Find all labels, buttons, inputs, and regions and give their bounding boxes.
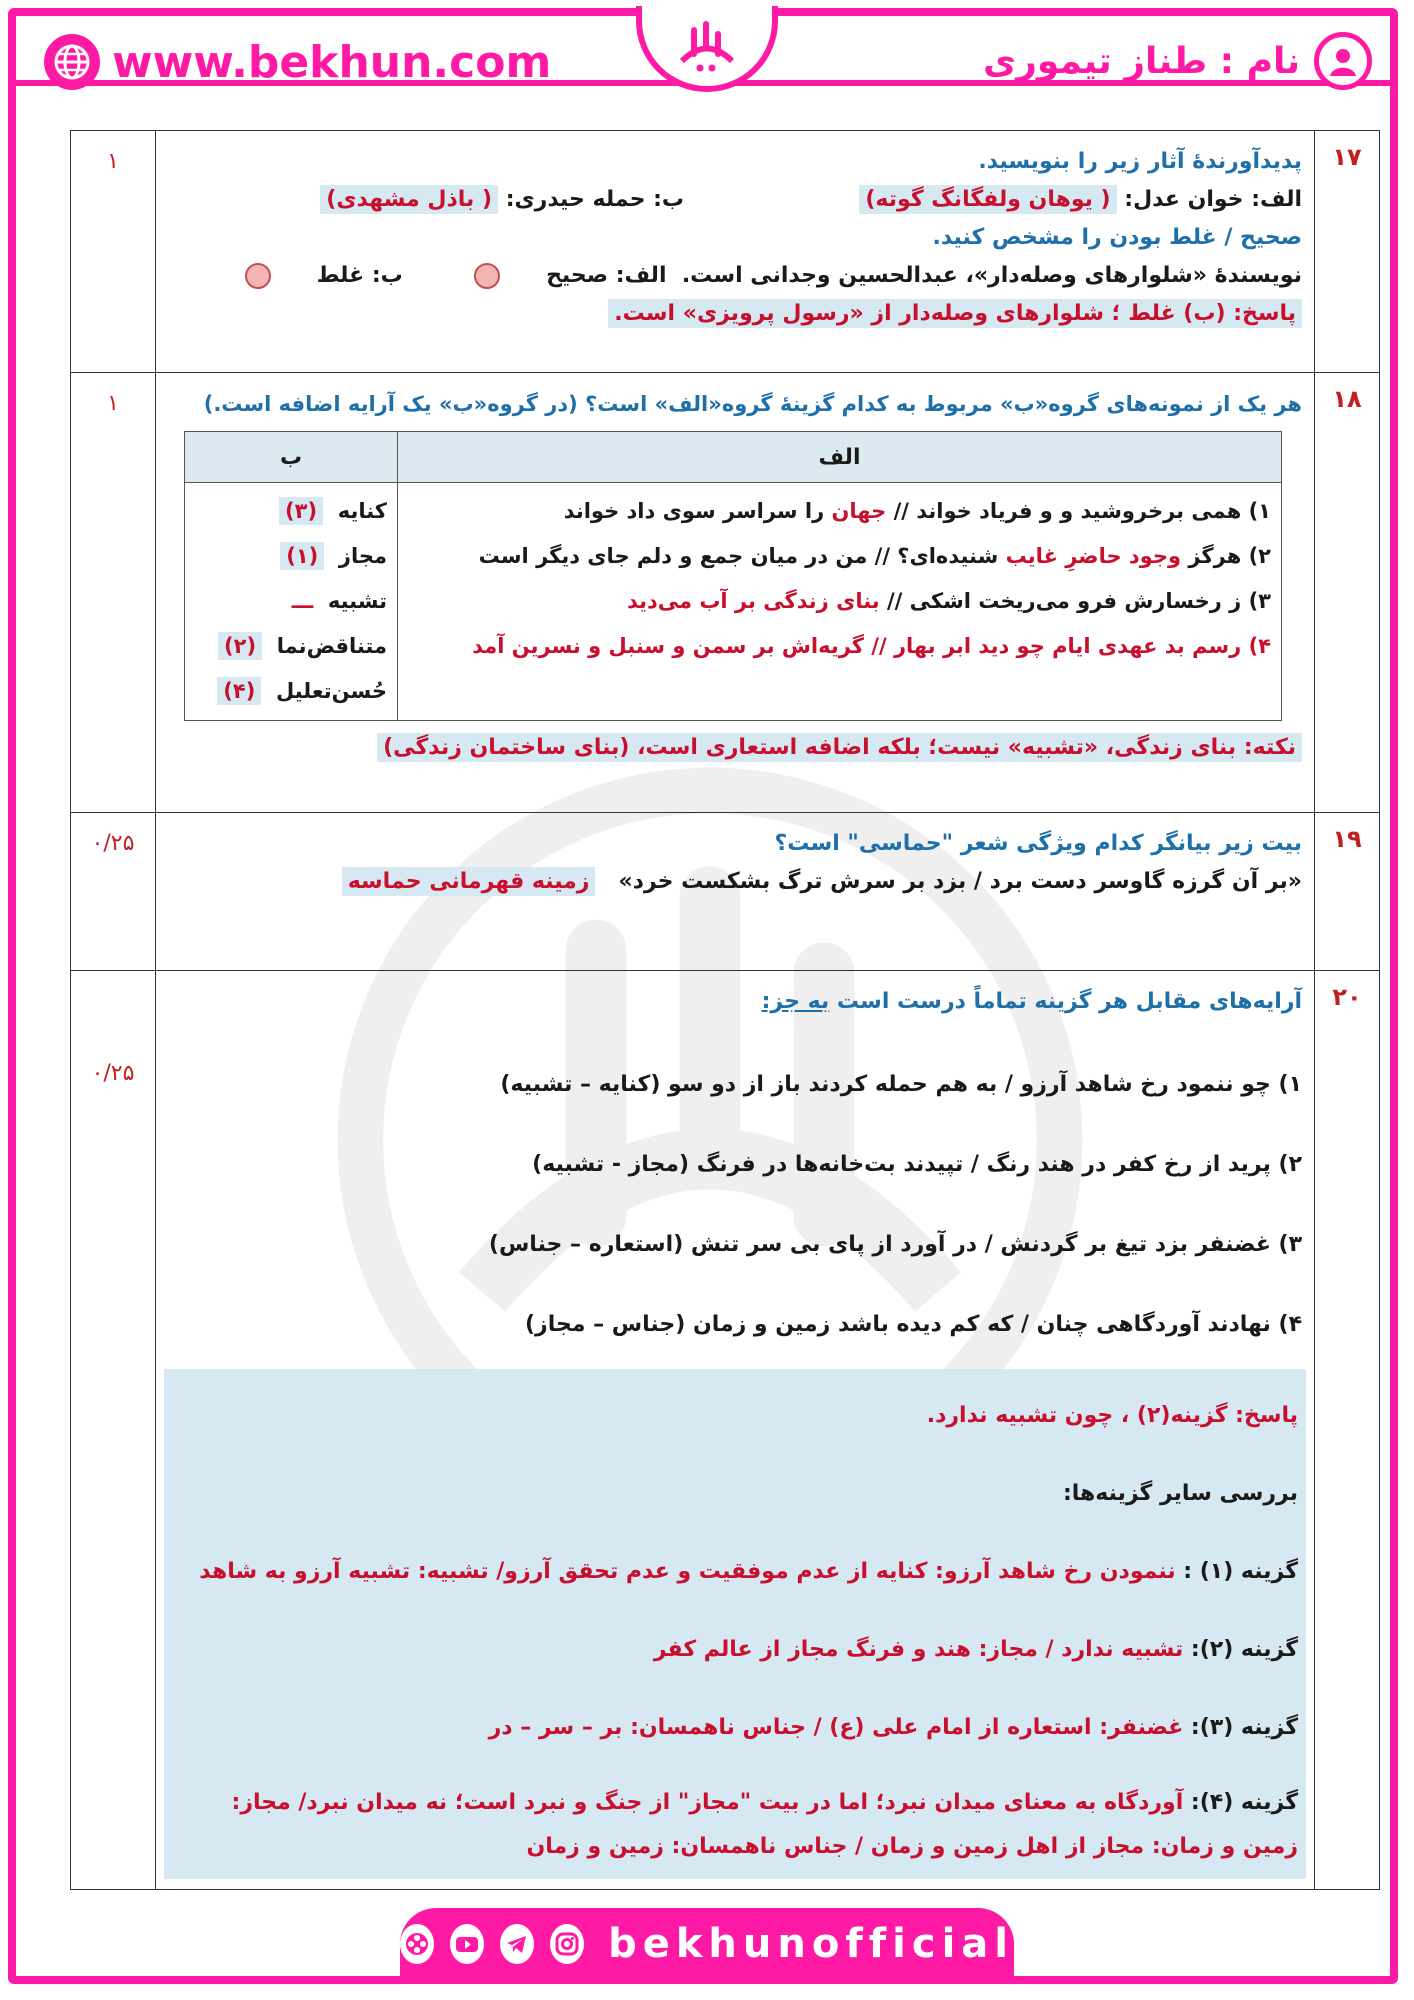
question-title: هر یک از نمونه‌های گروه«ب» مربوط به کدام گزینهٔ گروه«الف» است؟ (در گروه«ب» یک آرایه اضافه است.): [203, 392, 1302, 416]
label-row: کنایه (۳): [195, 489, 387, 534]
part-b-label: ب: حمله حیدری:: [505, 187, 685, 212]
name-text: نام : طناز تیموری: [983, 40, 1300, 82]
option-true-radio[interactable]: [474, 263, 500, 289]
student-name: [983, 32, 1372, 90]
telegram-icon[interactable]: [500, 1924, 534, 1964]
review-3: گزینه (۳): غضنفر: استعاره از امام علی (ع) / جناس ناهمسان: بر – سر – در: [488, 1715, 1298, 1740]
answer-box: [164, 1369, 1306, 1879]
part-b-answer: ( باذل مشهدی): [320, 185, 498, 214]
option-4: ۴) نهادند آوردگاهی چنان / که کم دیده باشد زمین و زمان (جناس – مجاز): [525, 1312, 1302, 1337]
true-false-title: صحیح / غلط بودن را مشخص کنید.: [932, 225, 1302, 250]
review-4: گزینه (۴): آوردگاه به معنای میدان نبرد؛ اما در بیت "مجاز" از جنگ و نبرد است؛ نه میدان نبرد/ مجاز: زمین و زمان: مجاز از اهل زمین و زمان / جناس ناهمسان: زمین و زمان: [231, 1790, 1298, 1859]
label-row: مجاز (۱): [195, 534, 387, 579]
option-false-label: ب: غلط: [316, 263, 403, 288]
verse-line: [168, 867, 1302, 897]
aparat-icon[interactable]: [400, 1924, 434, 1964]
site-url-text[interactable]: www.bekhun.com: [112, 36, 552, 88]
question-19-row: [71, 813, 1380, 971]
true-false-statement: نویسندهٔ «شلوارهای وصله‌دار»، عبدالحسین وجدانی است.: [681, 263, 1302, 288]
question-title: پدیدآورندهٔ آثار زیر را بنویسید.: [978, 149, 1302, 174]
social-footer: [400, 1908, 1014, 1980]
questions-table: [70, 130, 1380, 1890]
question-19-body: [156, 813, 1315, 971]
question-18-row: [71, 373, 1380, 813]
option-true-label: الف: صحیح: [546, 263, 667, 288]
column-b-header: ب: [185, 432, 398, 483]
label-row: حُسن‌تعلیل (۴): [195, 669, 387, 714]
question-score: ۰/۲۵: [71, 971, 156, 1890]
option-4: ۴) رسم بد عهدی ایام چو دید ابر بهار // گریه‌اش بر سمن و سنبل و نسرین آمد: [472, 634, 1271, 658]
question-18-body: [156, 373, 1315, 813]
question-number: ۱۹: [1315, 813, 1380, 971]
question-17-body: [156, 131, 1315, 373]
true-false-line: [168, 261, 1302, 291]
instagram-icon[interactable]: [550, 1924, 584, 1964]
globe-icon: [44, 34, 100, 90]
site-url[interactable]: [44, 34, 551, 90]
label-row: متناقض‌نما (۲): [195, 624, 387, 669]
question-title: بیت زیر بیانگر کدام ویژگی شعر "حماسی" است؟: [774, 831, 1302, 856]
option-1: ۱) چو ننمود رخ شاهد آرزو / به هم حمله کردند باز از دو سو (کنایه – تشبیه): [500, 1072, 1302, 1097]
option-false-radio[interactable]: [245, 263, 271, 289]
label-row: تشبیه ـــ: [291, 589, 387, 613]
question-number: ۱۸: [1315, 373, 1380, 813]
question-number: ۱۷: [1315, 131, 1380, 373]
answer-text: پاسخ: گزینه(۲) ، چون تشبیه ندارد.: [926, 1403, 1298, 1428]
review-1: گزینه (۱) : ننمودن رخ شاهد آرزو: کنایه از عدم موفقیت و عدم تحقق آرزو/ تشبیه: تشبیه آرزو به شاهد: [199, 1559, 1298, 1584]
question-title: آرایه‌های مقابل هر گزینه تماماً درست است به جز:: [761, 989, 1302, 1014]
column-a-header: الف: [398, 432, 1282, 483]
option-2: ۲) هرگز وجود حاضرِ غایب شنیده‌ای؟ // من در میان جمع و دلم جای دیگر است: [478, 544, 1271, 568]
answer-text: پاسخ: (ب) غلط ؛ شلوارهای وصله‌دار از «رسول پرویزی» است.: [608, 299, 1302, 328]
question-17-row: [71, 131, 1380, 373]
option-2: ۲) پرید از رخ کفر در هند رنگ / تپیدند بت‌خانه‌ها در فرنگ (مجاز - تشبیه): [532, 1152, 1302, 1177]
matching-table: [184, 431, 1282, 721]
social-handle[interactable]: bekhunofficial: [608, 1921, 1014, 1967]
verse-text: «بر آن گرزه گاوسر دست برد / بزد بر سرش ترگ بشکست خرد»: [618, 869, 1302, 894]
question-number: ۲۰: [1315, 971, 1380, 1890]
option-3: ۳) ز رخسارش فرو می‌ریخت اشکی // بنای زندگی بر آب می‌دید: [626, 589, 1271, 613]
part-a-answer: ( یوهان ولفگانگ گوته): [859, 185, 1116, 214]
youtube-icon[interactable]: [450, 1924, 484, 1964]
part-a-label: الف: خوان عدل:: [1124, 187, 1302, 212]
answer-line: [168, 299, 1302, 329]
review-title: بررسی سایر گزینه‌ها:: [1062, 1481, 1298, 1506]
question-20-row: [71, 971, 1380, 1890]
column-a-options: [398, 483, 1282, 721]
answer-text: زمینه قهرمانی حماسه: [342, 867, 596, 896]
question-score: ۱: [71, 131, 156, 373]
question-20-body: [156, 971, 1315, 1890]
question-score: ۰/۲۵: [71, 813, 156, 971]
authors-line: [168, 185, 1302, 215]
option-3: ۳) غضنفر بزد تیغ بر گردنش / در آورد از پای بی سر تنش (استعاره – جناس): [488, 1232, 1302, 1257]
option-1: ۱) همی برخروشید و و فریاد خواند // جهان را سراسر سوی داد خواند: [563, 499, 1271, 523]
question-score: ۱: [71, 373, 156, 813]
note-text: نکته: بنای زندگی، «تشبیه» نیست؛ بلکه اضافه استعاری است، (بنای ساختمان زندگی): [377, 733, 1302, 762]
column-b-labels: [185, 483, 398, 721]
user-icon: [1314, 32, 1372, 90]
review-2: گزینه (۲): تشبیه ندارد / مجاز: هند و فرنگ مجاز از عالم کفر: [653, 1637, 1298, 1662]
note-line: [168, 733, 1302, 763]
